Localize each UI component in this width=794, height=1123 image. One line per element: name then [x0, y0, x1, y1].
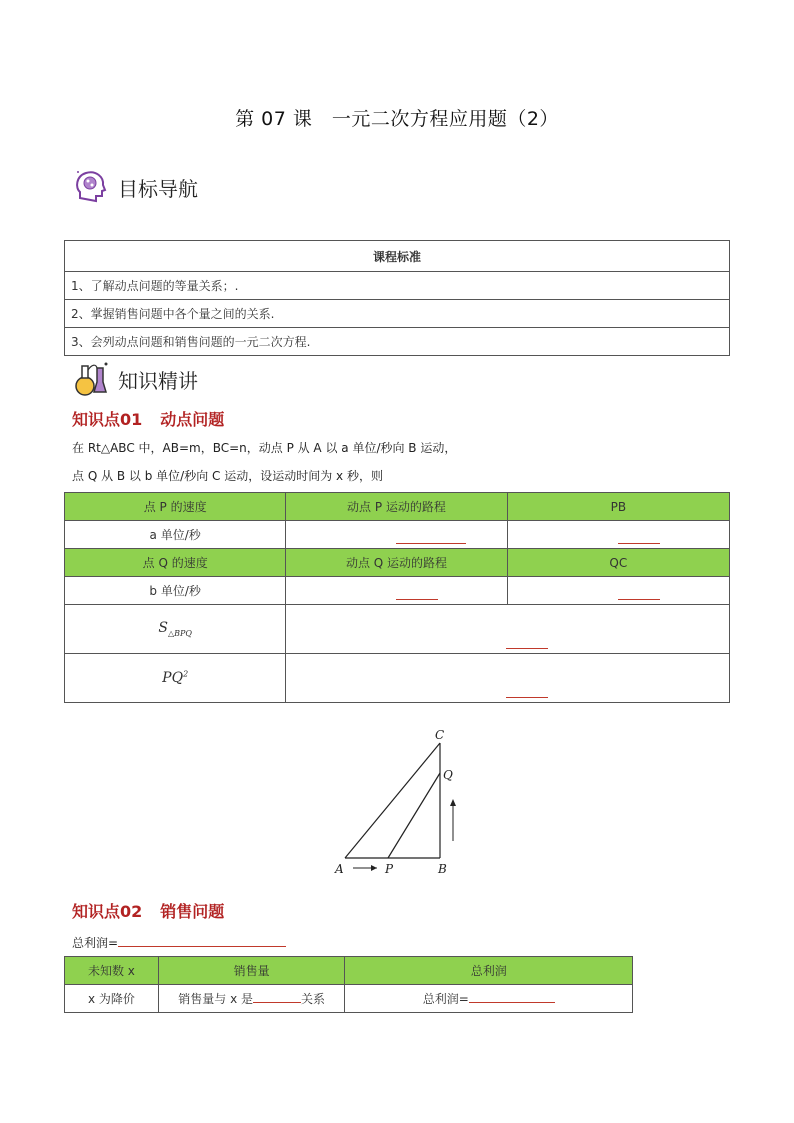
standard-item: 2、掌握销售问题中各个量之间的关系.: [65, 300, 730, 328]
area-label-cell: [65, 605, 286, 654]
answer-blank[interactable]: [253, 990, 301, 1003]
kp1-name: 动点问题: [160, 410, 225, 429]
standards-header: 课程标准: [65, 241, 730, 272]
brain-head-icon: [72, 168, 110, 206]
area-formula: $S_{\triangle BPQ}$: [158, 620, 192, 638]
table-cell: 销售量与 x 是 关系: [158, 985, 345, 1013]
label-q: Q: [443, 768, 453, 782]
goal-section-header: [72, 168, 198, 206]
kp1-line2: 点 Q 从 B 以 b 单位/秒向 C 运动，设运动时间为 x 秒，则: [72, 469, 383, 483]
triangle-figure: [325, 725, 465, 880]
table-header: 总利润: [345, 957, 633, 985]
kp2-number: 知识点02: [72, 902, 143, 921]
label-c: C: [435, 728, 445, 742]
blank-cell: [507, 521, 729, 549]
total-profit-line: [72, 932, 286, 951]
table-header: 点 P 的速度: [65, 493, 286, 521]
table-header: PB: [507, 493, 729, 521]
kp1-line1: 在 Rt△ABC 中，AB=m，BC=n，动点 P 从 A 以 a 单位/秒向 B 运动，: [72, 441, 457, 455]
label-b: B: [438, 862, 447, 876]
kp2-name: 销售问题: [160, 902, 225, 921]
label-a: A: [335, 862, 344, 876]
kp1-number: 知识点01: [72, 410, 143, 429]
knowledge-section-header: [72, 360, 198, 398]
answer-blank[interactable]: [506, 697, 548, 698]
blank-cell: [286, 521, 507, 549]
answer-blank[interactable]: [118, 932, 286, 947]
page-title: 第 07 课 一元二次方程应用题（2）: [235, 108, 559, 130]
sales-table: [64, 956, 633, 1013]
blank-cell: [286, 605, 730, 654]
total-profit-label: 总利润=: [72, 936, 119, 950]
label-p: P: [385, 862, 394, 876]
table-header: 点 Q 的速度: [65, 549, 286, 577]
blank-cell: [286, 577, 507, 605]
answer-blank[interactable]: [469, 990, 555, 1003]
knowledge-section-title: 知识精讲: [118, 368, 198, 393]
table-header: 未知数 x: [65, 957, 159, 985]
table-cell: 总利润=: [345, 985, 633, 1013]
standard-item: 3、会列动点问题和销售问题的一元二次方程.: [65, 328, 730, 356]
table-header: 动点 Q 运动的路程: [286, 549, 507, 577]
pq-label-cell: [65, 654, 286, 703]
pq-formula: $PQ^2$: [162, 669, 189, 687]
kp1-title: [72, 407, 224, 430]
table-cell: x 为降价: [65, 985, 159, 1013]
table-cell: a 单位/秒: [65, 521, 286, 549]
moving-point-table: [64, 492, 730, 703]
course-standards-table: [64, 240, 730, 356]
standard-item: 1、了解动点问题的等量关系；.: [65, 272, 730, 300]
answer-blank[interactable]: [396, 599, 438, 600]
blank-cell: [507, 577, 729, 605]
table-header: 动点 P 运动的路程: [286, 493, 507, 521]
blank-cell: [286, 654, 730, 703]
kp2-title: [72, 899, 224, 922]
table-cell: b 单位/秒: [65, 577, 286, 605]
answer-blank[interactable]: [506, 648, 548, 649]
answer-blank[interactable]: [618, 543, 660, 544]
answer-blank[interactable]: [618, 599, 660, 600]
answer-blank[interactable]: [396, 543, 466, 544]
goal-section-title: 目标导航: [118, 176, 198, 201]
table-header: 销售量: [158, 957, 345, 985]
table-header: QC: [507, 549, 729, 577]
lab-flask-icon: [72, 360, 110, 398]
